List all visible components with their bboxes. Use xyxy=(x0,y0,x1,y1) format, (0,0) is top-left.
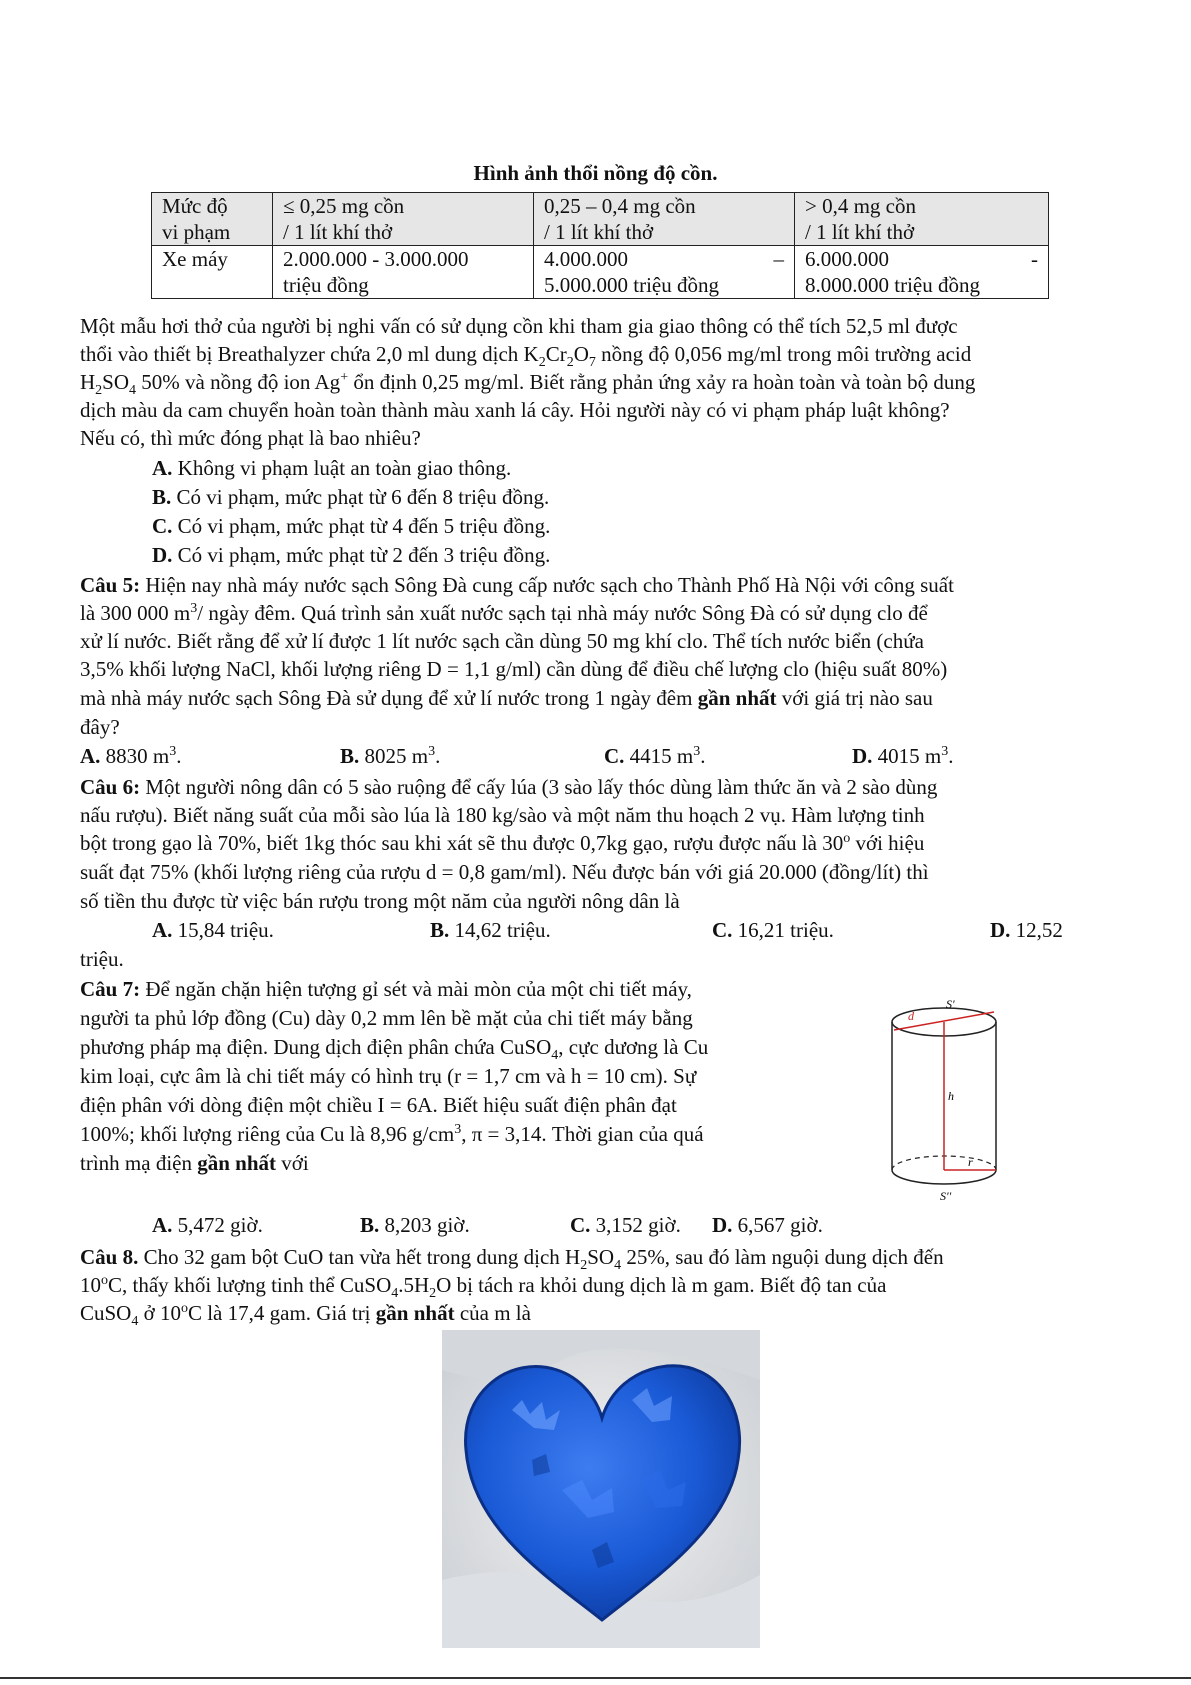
q5-option-b: B. 8025 $m^3$. xyxy=(340,744,441,768)
q7-line: người ta phủ lớp đồng (Cu) dày 0,2 mm lên bề mặt của chi tiết máy bằng xyxy=(80,1006,693,1030)
q7-line: trình mạ điện gần nhất với xyxy=(80,1151,309,1175)
q5-line: đây? xyxy=(80,715,120,739)
q5-line: 3,5% khối lượng NaCl, khối lượng riêng D = 1,1 g/ml) cần dùng để điều chế lượng clo (hiệu suất 80%) xyxy=(80,657,948,681)
table-header-cell: 0,25 – 0,4 mg cồn / 1 lít khí thở xyxy=(534,193,795,246)
q4-line: thổi vào thiết bị Breathalyzer chứa 2,0 ml dung dịch $K_2Cr_2O_7$ nồng độ 0,056 mg/ml trong môi trường acid xyxy=(80,342,972,371)
q4-line: dịch màu da cam chuyển hoàn toàn thành màu xanh lá cây. Hỏi người này có vi phạm pháp luật không? xyxy=(80,398,950,422)
table-cell: Xe máy xyxy=(152,246,273,299)
figure-caption: Hình ảnh thổi nồng độ cồn. xyxy=(473,161,718,185)
table-cell: 2.000.000 - 3.000.000 triệu đồng xyxy=(273,246,534,299)
q5-line: mà nhà máy nước sạch Sông Đà sử dụng để xử lí nước trong 1 ngày đêm gần nhất với giá trị nào sau xyxy=(80,686,933,710)
q7-option-c: C. 3,152 giờ. xyxy=(570,1213,681,1237)
q7-option-d: D. 6,567 giờ. xyxy=(712,1213,823,1237)
q6-option-a: A. 15,84 triệu. xyxy=(152,918,274,942)
q7-line: kim loại, cực âm là chi tiết máy có hình trụ (r = 1,7 cm và h = 10 cm). Sự xyxy=(80,1064,697,1088)
q7-line: điện phân với dòng điện một chiều I = 6A. Biết hiệu suất điện phân đạt xyxy=(80,1093,677,1117)
q6-line: nấu rượu). Biết năng suất của mỗi sào lúa là 180 kg/sào và một năm thu hoạch 2 vụ. Hàm lượng tinh xyxy=(80,803,925,827)
q4-option-a: A. Không vi phạm luật an toàn giao thông. xyxy=(152,456,512,480)
fig-label-r: r xyxy=(968,1155,973,1169)
table-cell: 4.000.000 – 5.000.000 triệu đồng xyxy=(534,246,795,299)
q4-line: Một mẫu hơi thở của người bị nghi vấn có sử dụng cồn khi tham gia giao thông có thể tích 52,5 ml được xyxy=(80,314,958,338)
q5-line: Câu 5: Hiện nay nhà máy nước sạch Sông Đà cung cấp nước sạch cho Thành Phố Hà Nội với công suất xyxy=(80,573,954,597)
q4-line: $H_2SO_4$ 50% và nồng độ ion Ag+ ổn định 0,25 mg/ml. Biết rằng phản ứng xảy ra hoàn toàn và toàn bộ dung xyxy=(80,370,976,399)
footer-rule xyxy=(0,1677,1191,1679)
q7-option-a: A. 5,472 giờ. xyxy=(152,1213,263,1237)
q8-line: 10$^o$C, thấy khối lượng tinh thể $CuSO_4.5H_2O$ bị tách ra khỏi dung dịch là m gam. Biết độ tan của xyxy=(80,1273,887,1302)
q7-line: 100%; khối lượng riêng của Cu là 8,96 $g/cm^3$, π = 3,14. Thời gian của quá xyxy=(80,1122,704,1146)
q8-line: CuSO$_4$ ở 10$^o$C là 17,4 gam. Giá trị gần nhất của m là xyxy=(80,1301,531,1330)
table-row xyxy=(152,246,1049,299)
q6-option-b: B. 14,62 triệu. xyxy=(430,918,551,942)
q5-option-a: A. 8830 $m^3$. xyxy=(80,744,182,768)
fine-table xyxy=(151,192,1049,299)
q7-line: phương pháp mạ điện. Dung dịch điện phân chứa CuSO$_4$, cực dương là Cu xyxy=(80,1035,709,1064)
q6-line: Câu 6: Một người nông dân có 5 sào ruộng để cấy lúa (3 sào lấy thóc dùng làm thức ăn và 2 sào dùng xyxy=(80,775,938,799)
q6-option-d: D. 12,52 xyxy=(990,918,1063,942)
fig-label-s-bot: S'' xyxy=(940,1189,952,1203)
fig-label-h: h xyxy=(948,1089,954,1103)
q4-line: Nếu có, thì mức đóng phạt là bao nhiêu? xyxy=(80,426,421,450)
table-header-cell: > 0,4 mg cồn / 1 lít khí thở xyxy=(795,193,1049,246)
q6-line: bột trong gạo là 70%, biết 1kg thóc sau khi xát sẽ thu được 0,7kg gạo, rượu được nấu là 30$^o$ với hiệu xyxy=(80,831,925,855)
q7-line: Câu 7: Để ngăn chặn hiện tượng gỉ sét và mài mòn của một chi tiết máy, xyxy=(80,977,692,1001)
table-cell: 6.000.000 - 8.000.000 triệu đồng xyxy=(795,246,1049,299)
q6-line: suất đạt 75% (khối lượng riêng của rượu d = 0,8 gam/ml). Nếu được bán với giá 20.000 (đồng/lít) thì xyxy=(80,860,929,884)
q5-option-d: D. 4015 $m^3$. xyxy=(852,744,954,768)
cylinder-figure xyxy=(880,1000,1020,1210)
q5-option-c: C. 4415 $m^3$. xyxy=(604,744,706,768)
q6-option-d-cont: triệu. xyxy=(80,947,124,971)
crystal-heart-photo xyxy=(442,1330,760,1648)
q7-option-b: B. 8,203 giờ. xyxy=(360,1213,470,1237)
q5-line: là 300 000 $m^3/$ ngày đêm. Quá trình sản xuất nước sạch tại nhà máy nước Sông Đà có sử dụng clo để xyxy=(80,601,928,625)
q4-option-b: B. Có vi phạm, mức phạt từ 6 đến 8 triệu đồng. xyxy=(152,485,550,509)
fig-label-d: d xyxy=(908,1009,914,1023)
table-header-cell: ≤ 0,25 mg cồn / 1 lít khí thở xyxy=(273,193,534,246)
q4-option-c: C. Có vi phạm, mức phạt từ 4 đến 5 triệu đồng. xyxy=(152,514,551,538)
q4-option-d: D. Có vi phạm, mức phạt từ 2 đến 3 triệu đồng. xyxy=(152,543,551,567)
q5-line: xử lí nước. Biết rằng để xử lí được 1 lít nước sạch cần dùng 50 mg khí clo. Thể tích nước biển (chứa xyxy=(80,629,924,653)
fig-label-s-top: S' xyxy=(946,1000,955,1011)
table-header-row xyxy=(152,193,1049,246)
q6-line: số tiền thu được từ việc bán rượu trong một năm của người nông dân là xyxy=(80,889,680,913)
q8-line: Câu 8. Cho 32 gam bột CuO tan vừa hết trong dung dịch $H_2SO_4$ 25%, sau đó làm nguội dung dịch đến xyxy=(80,1245,944,1274)
q6-option-c: C. 16,21 triệu. xyxy=(712,918,834,942)
table-header-cell: Mức độ vi phạm xyxy=(152,193,273,246)
